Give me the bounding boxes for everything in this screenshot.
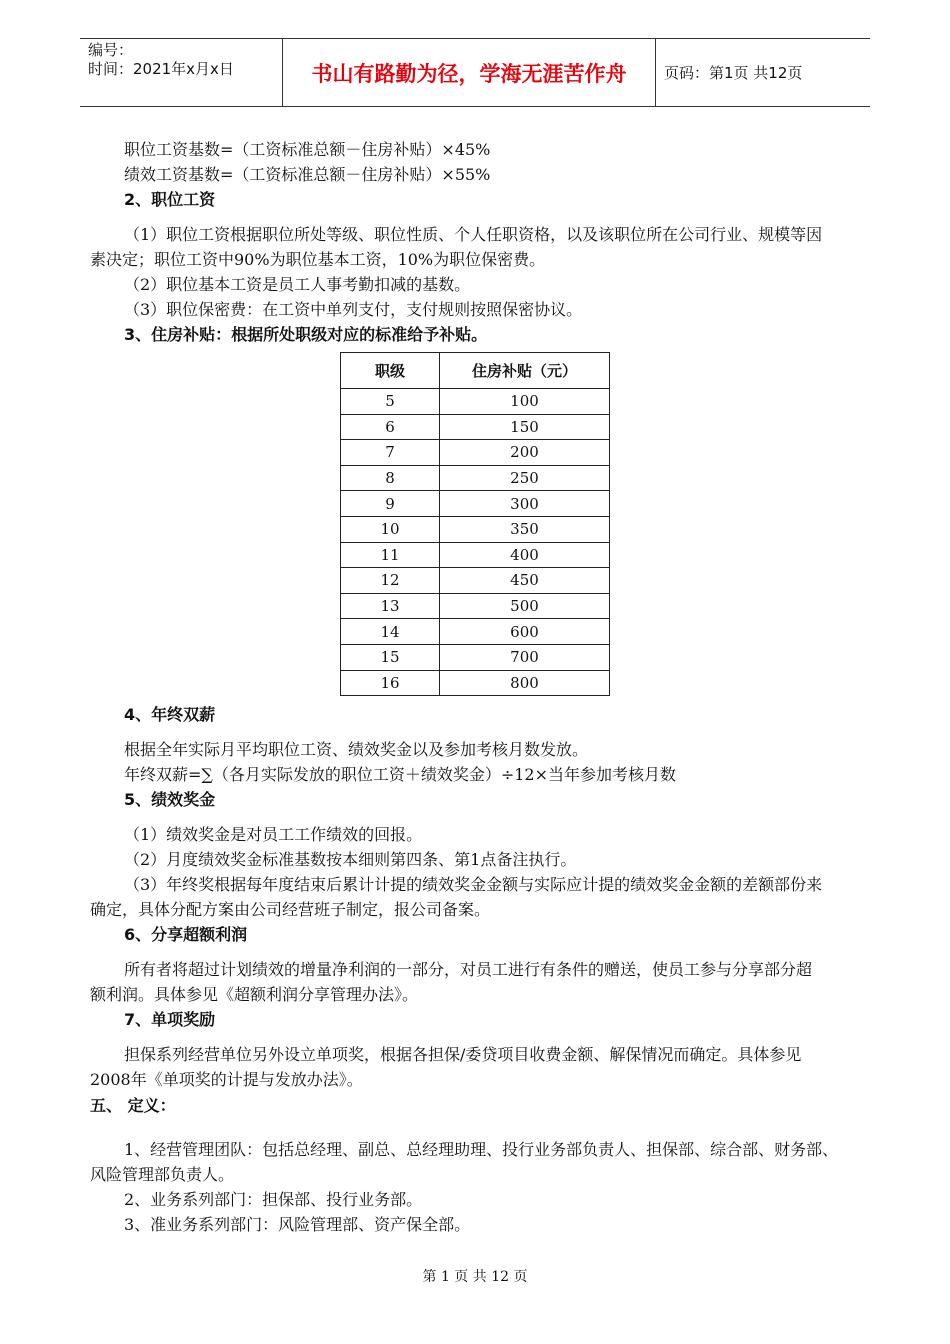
number-label: 编号：	[88, 41, 134, 59]
table-row	[341, 491, 610, 517]
page-header	[80, 38, 870, 107]
table-cell: 400	[440, 542, 610, 568]
table-row	[341, 414, 610, 440]
section-heading-7: 7、单项奖励	[124, 1010, 216, 1029]
section-heading-5: 5、绩效奖金	[124, 790, 216, 809]
header-left	[88, 41, 284, 79]
paragraph: （3）年终奖根据每年度结束后累计计提的绩效奖金金额与实际应计提的绩效奖金金额的差额部份来	[124, 875, 823, 894]
section-heading-6: 6、分享超额利润	[124, 925, 248, 944]
table-cell: 100	[440, 389, 610, 415]
table-cell: 600	[440, 619, 610, 645]
table-row	[341, 465, 610, 491]
paragraph: 担保系列经营单位另外设立单项奖，根据各担保/委贷项目收费金额、解保情况而确定。具体参见	[124, 1045, 802, 1064]
paragraph: （2）职位基本工资是员工人事考勤扣减的基数。	[124, 275, 471, 294]
table-header-cell: 住房补贴（元）	[440, 353, 610, 389]
paragraph: 根据全年实际月平均职位工资、绩效奖金以及参加考核月数发放。	[124, 740, 589, 759]
table-row	[341, 440, 610, 466]
header-page-info: 页码：第1页 共12页	[664, 64, 803, 82]
formula-year-end-bonus: 年终双薪=∑（各月实际发放的职位工资＋绩效奖金）÷12×当年参加考核月数	[124, 765, 677, 784]
table-row	[341, 593, 610, 619]
paragraph: 1、经营管理团队：包括总经理、副总、总经理助理、投行业务部负责人、担保部、综合部、财务部、	[124, 1140, 839, 1159]
table-cell: 200	[440, 440, 610, 466]
paragraph: 素决定；职位工资中90%为职位基本工资，10%为职位保密费。	[90, 250, 546, 269]
section-heading-4: 4、年终双薪	[124, 705, 216, 724]
paragraph: （1）职位工资根据职位所处等级、职位性质、个人任职资格，以及该职位所在公司行业、规模等因	[124, 225, 823, 244]
table-row	[341, 542, 610, 568]
table-cell: 150	[440, 414, 610, 440]
section-heading-2: 2、职位工资	[124, 190, 216, 209]
paragraph: 额利润。具体参见《超额利润分享管理办法》。	[90, 985, 419, 1004]
table-cell: 8	[341, 465, 440, 491]
table-cell: 12	[341, 568, 440, 594]
table-cell: 10	[341, 516, 440, 542]
table-cell: 5	[341, 389, 440, 415]
table-cell: 11	[341, 542, 440, 568]
table-row	[341, 644, 610, 670]
table-cell: 800	[440, 670, 610, 696]
paragraph: （1）绩效奖金是对员工工作绩效的回报。	[124, 825, 423, 844]
section-heading-3: 3、住房补贴：根据所处职级对应的标准给予补贴。	[124, 325, 488, 344]
table-header-cell: 职级	[341, 353, 440, 389]
table-cell: 350	[440, 516, 610, 542]
time-label: 时间：2021年x月x日	[88, 60, 234, 78]
table-cell: 700	[440, 644, 610, 670]
table-cell: 9	[341, 491, 440, 517]
paragraph: 所有者将超过计划绩效的增量净利润的一部分，对员工进行有条件的赠送，使员工参与分享部分超	[124, 960, 813, 979]
table-cell: 16	[341, 670, 440, 696]
formula-performance-base: 绩效工资基数=（工资标准总额－住房补贴）×55%	[124, 165, 491, 184]
formula-position-base: 职位工资基数=（工资标准总额－住房补贴）×45%	[124, 140, 491, 159]
paragraph: （2）月度绩效奖金标准基数按本细则第四条、第1点备注执行。	[124, 850, 577, 869]
table-cell: 13	[341, 593, 440, 619]
header-motto: 书山有路勤为径，学海无涯苦作舟	[282, 39, 656, 106]
table-cell: 7	[341, 440, 440, 466]
section-heading-definitions: 五、 定义：	[90, 1096, 176, 1115]
table-row	[341, 670, 610, 696]
table-cell: 500	[440, 593, 610, 619]
page-footer: 第 1 页 共 12 页	[422, 1269, 528, 1285]
paragraph: （3）职位保密费：在工资中单列支付，支付规则按照保密协议。	[124, 300, 583, 319]
housing-subsidy-table	[340, 352, 610, 696]
paragraph: 风险管理部负责人。	[90, 1165, 235, 1184]
table-cell: 450	[440, 568, 610, 594]
table-row	[341, 516, 610, 542]
table-cell: 14	[341, 619, 440, 645]
paragraph: 确定，具体分配方案由公司经营班子制定，报公司备案。	[90, 900, 491, 919]
table-header-row	[341, 353, 610, 389]
paragraph: 2008年《单项奖的计提与发放办法》。	[90, 1070, 363, 1089]
table-cell: 15	[341, 644, 440, 670]
table-cell: 300	[440, 491, 610, 517]
table-row	[341, 389, 610, 415]
paragraph: 3、准业务系列部门：风险管理部、资产保全部。	[124, 1215, 471, 1234]
table-row	[341, 619, 610, 645]
paragraph: 2、业务系列部门：担保部、投行业务部。	[124, 1190, 423, 1209]
table-cell: 6	[341, 414, 440, 440]
table-row	[341, 568, 610, 594]
table-cell: 250	[440, 465, 610, 491]
